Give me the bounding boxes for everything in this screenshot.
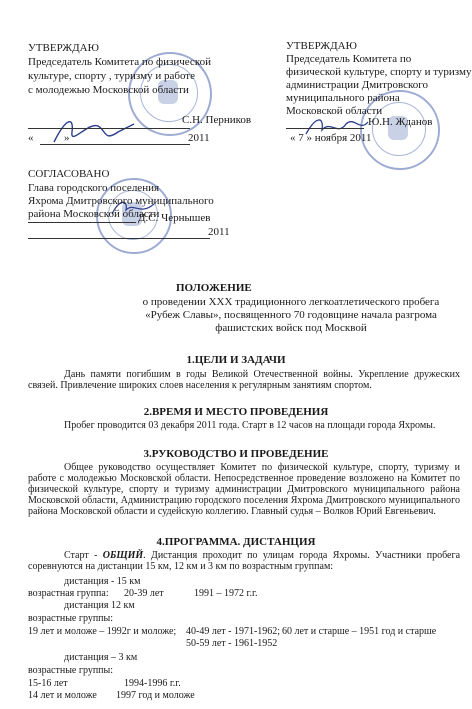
agreed-year: 2011	[208, 226, 230, 238]
agreed-line-2: Яхрома Дмитровского муниципального	[28, 195, 214, 207]
agreed-name: Д.С. Чернышев	[138, 212, 211, 224]
agreed-heading: СОГЛАСОВАНО	[28, 168, 110, 180]
d15-groups-label: возрастная группа:	[28, 588, 109, 599]
title-line-1: о проведении XXX традиционного легкоатлетического пробега	[142, 296, 440, 308]
start-rest: . Дистанция проходит по улицам города Яхромы. Участники пробега соревнуются на дистанции 15 км, 12 км и 3 км по возрастным группам:	[28, 550, 461, 572]
d12-groups-label: возрастные группы:	[28, 613, 114, 624]
agreed-line-3: района Московской области	[28, 208, 160, 220]
approve-left-date-open: «	[28, 132, 34, 144]
approve-left-line-3: с молодежью Московской области	[28, 84, 189, 96]
d3-group-1: 15-16 лет	[28, 678, 68, 689]
distance-12km: дистанция 12 км	[64, 600, 135, 611]
approve-right-line-2: физической культуре, спорту и туризму	[286, 66, 472, 78]
title-line-2: «Рубеж Славы», посвященного 70 годовщине начала разгрома	[145, 309, 437, 321]
approve-right-date: « 7 » ноября 2011	[290, 132, 372, 144]
d12-group-4: 50-59 лет - 1961-1952	[186, 638, 278, 649]
title-line-3: фашистских войск под Москвой	[215, 322, 367, 334]
approve-right-line-3: администрации Дмитровского	[286, 79, 429, 91]
start-prefix: Старт -	[64, 550, 103, 561]
approve-left-signature-line	[28, 128, 190, 129]
d12-group-2: 40-49 лет - 1971-1962;	[186, 626, 281, 637]
agreed-date-line	[28, 238, 210, 239]
agreed-signature-line	[28, 222, 136, 223]
section-1-text: Дань памяти погибшим в годы Великой Отечественной войны. Укрепление дружеских связей. Привлечение широких слоев населения к регулярным занятиям спортом.	[28, 369, 460, 391]
d12-group-3: 60 лет и старше – 1951 год и старше	[282, 626, 437, 637]
d3-group-2-years: 1997 год и моложе	[116, 690, 195, 701]
section-3-heading: 3.РУКОВОДСТВО И ПРОВЕДЕНИЕ	[143, 448, 329, 460]
distance-15km: дистанция - 15 км	[64, 576, 141, 587]
approve-right-line-5: Московской области	[286, 105, 383, 117]
d15-group-1: 20-39 лет	[124, 588, 164, 599]
start-type: ОБЩИЙ	[102, 550, 144, 561]
section-1-heading: 1.ЦЕЛИ И ЗАДАЧИ	[186, 354, 286, 366]
approve-right-heading: УТВЕРЖДАЮ	[286, 40, 357, 52]
approve-left-line-2: культуре, спорту , туризму и работе	[28, 70, 195, 82]
section-2-heading: 2.ВРЕМЯ И МЕСТО ПРОВЕДЕНИЯ	[143, 406, 329, 418]
section-3-text: Общее руководство осуществляет Комитет по физической культуре, спорту, туризму и работе с молодежью Московской области. Непосредственное проведение возложено на Комитет по физической культуре, спорту и туризму администрации Дмитровского муниципального района Московской области, Администрацию городского поселения Яхрома Дмитровского муниципального района Московской области и судейскую коллегию. Главный судья – Волков Юрий Евгеньевич.	[28, 462, 460, 517]
approve-left-line-1: Председатель Комитета по физической	[28, 56, 211, 68]
approve-left-heading: УТВЕРЖДАЮ	[28, 42, 99, 54]
document-title: ПОЛОЖЕНИЕ	[176, 282, 252, 294]
distance-3km: дистанция – 3 км	[64, 652, 138, 663]
d12-group-1: 19 лет и моложе – 1992г и моложе;	[28, 626, 177, 637]
approve-left-year: 2011	[188, 132, 210, 144]
approve-left-date-close: »	[64, 132, 70, 144]
approve-right-signature-line	[286, 128, 364, 129]
approve-right-line-1: Председатель Комитета по	[286, 53, 412, 65]
d3-group-2: 14 лет и моложе	[28, 690, 97, 701]
approve-right-line-4: муниципального района	[286, 92, 400, 104]
approve-left-name: С.Н. Перников	[182, 114, 252, 126]
d3-group-1-years: 1994-1996 г.г.	[124, 678, 181, 689]
approve-right-name: Ю.Н. Жданов	[368, 116, 433, 128]
d3-groups-label: возрастные группы:	[28, 665, 114, 676]
section-4-heading: 4.ПРОГРАММА. ДИСТАНЦИЯ	[156, 536, 316, 548]
section-4-text	[28, 550, 460, 572]
section-2-text: Пробег проводится 03 декабря 2011 года. Старт в 12 часов на площади города Яхромы.	[64, 420, 436, 431]
approve-left-date-line	[40, 144, 190, 145]
agreed-line-1: Глава городского поселения	[28, 182, 160, 194]
d15-group-1-years: 1991 – 1972 г.г.	[194, 588, 258, 599]
